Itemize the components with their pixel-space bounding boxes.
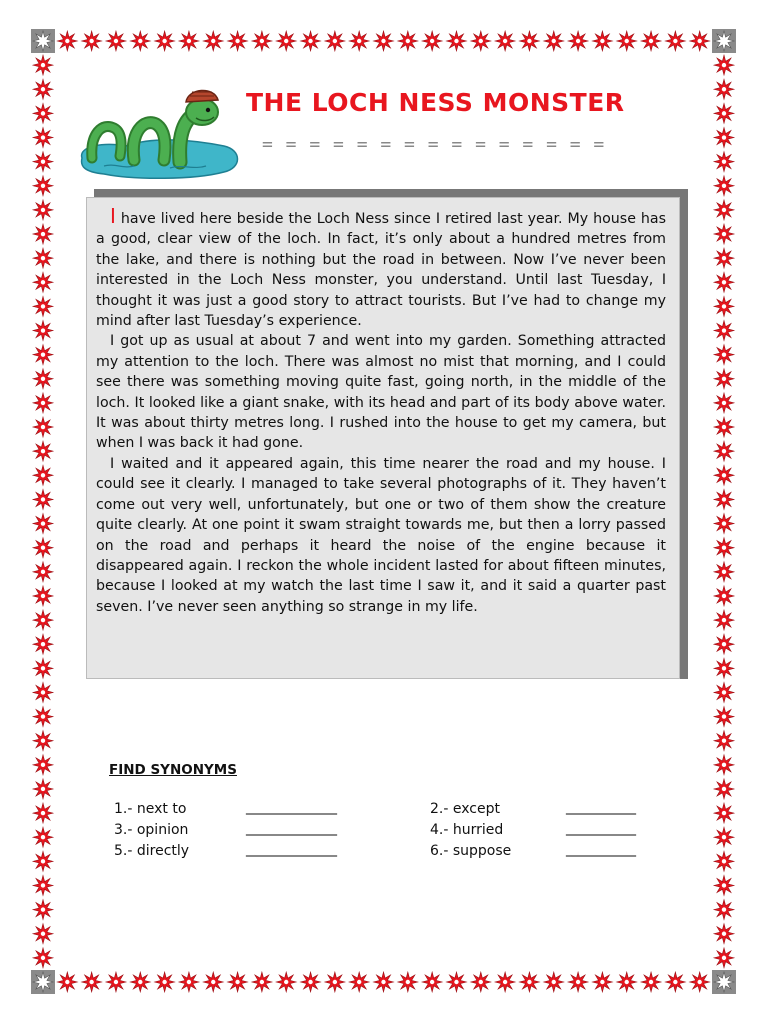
- border-star-center: [41, 835, 45, 839]
- border-star-center: [722, 377, 726, 381]
- reading-passage: [96, 204, 666, 617]
- border-corner-star-center: [722, 39, 726, 43]
- border-star-center: [406, 39, 410, 43]
- border-star-center: [722, 63, 726, 67]
- border-star-center: [722, 642, 726, 646]
- border-star-center: [41, 497, 45, 501]
- border-star-center: [284, 39, 288, 43]
- synonym-item-3: 3.- opinion: [114, 822, 189, 838]
- border-star-center: [722, 159, 726, 163]
- border-star-center: [722, 618, 726, 622]
- border-star-center: [308, 980, 312, 984]
- synonym-item-5: 5.- directly: [114, 843, 190, 859]
- border-star-center: [722, 714, 726, 718]
- border-star-center: [527, 980, 531, 984]
- border-star-center: [722, 763, 726, 767]
- border-star-center: [41, 63, 45, 67]
- border-star-center: [479, 39, 483, 43]
- border-star-center: [600, 39, 604, 43]
- border-star-center: [114, 39, 118, 43]
- border-star-center: [430, 980, 434, 984]
- synonym-item-1: 1.- next to: [114, 801, 187, 817]
- border-star-center: [41, 449, 45, 453]
- border-star-center: [503, 980, 507, 984]
- border-star-center: [41, 473, 45, 477]
- synonym-item-6: 6.- suppose: [430, 843, 512, 859]
- border-star-center: [722, 907, 726, 911]
- border-star-center: [722, 232, 726, 236]
- border-star-center: [576, 980, 580, 984]
- border-star-center: [41, 763, 45, 767]
- border-star-center: [381, 980, 385, 984]
- border-star-center: [41, 208, 45, 212]
- border-star-center: [722, 328, 726, 332]
- border-star-center: [722, 304, 726, 308]
- paragraph-2: I got up as usual at about 7 and went into my garden. Something attracted my attention to the loch. There was almost no mist that morning, and I could see there was something moving quite fast, going north, in the middle of the loch. It looked like a giant snake, with its head and part of its body above water. It was about thirty metres long. I rushed into the house to get my camera, but when I was back it had gone.: [96, 333, 666, 452]
- border-star-center: [722, 594, 726, 598]
- border-star-center: [722, 811, 726, 815]
- border-star-center: [187, 39, 191, 43]
- border-star-center: [722, 352, 726, 356]
- border-star-center: [722, 666, 726, 670]
- border-star-center: [357, 980, 361, 984]
- border-star-center: [41, 618, 45, 622]
- border-star-center: [722, 280, 726, 284]
- border-star-center: [673, 39, 677, 43]
- border-star-center: [41, 594, 45, 598]
- border-star-center: [65, 39, 69, 43]
- border-star-center: [697, 39, 701, 43]
- border-star-center: [722, 521, 726, 525]
- border-star-center: [41, 932, 45, 936]
- border-star-center: [41, 377, 45, 381]
- border-star-center: [722, 208, 726, 212]
- border-star-center: [406, 980, 410, 984]
- border-star-center: [41, 280, 45, 284]
- border-star-center: [162, 980, 166, 984]
- border-star-center: [697, 980, 701, 984]
- worksheet-title: THE LOCH NESS MONSTER: [246, 88, 625, 117]
- border-star-center: [600, 980, 604, 984]
- border-star-center: [625, 980, 629, 984]
- border-star-center: [576, 39, 580, 43]
- border-star-center: [41, 232, 45, 236]
- border-star-center: [260, 39, 264, 43]
- border-star-center: [308, 39, 312, 43]
- border-star-center: [479, 980, 483, 984]
- border-star-center: [722, 425, 726, 429]
- border-star-center: [722, 956, 726, 960]
- border-star-center: [722, 449, 726, 453]
- border-star-center: [454, 980, 458, 984]
- border-star-center: [41, 87, 45, 91]
- synonym-item-2: 2.- except: [430, 801, 500, 817]
- border-star-center: [41, 304, 45, 308]
- border-star-center: [235, 39, 239, 43]
- border-star-center: [211, 39, 215, 43]
- border-star-center: [89, 980, 93, 984]
- border-star-center: [430, 39, 434, 43]
- border-star-center: [211, 980, 215, 984]
- border-star-center: [89, 39, 93, 43]
- border-star-center: [41, 714, 45, 718]
- border-star-center: [649, 980, 653, 984]
- border-star-center: [552, 980, 556, 984]
- border-star-center: [722, 401, 726, 405]
- border-star-center: [41, 859, 45, 863]
- paragraph-1: [96, 204, 666, 331]
- border-corner-star-center: [41, 39, 45, 43]
- border-star-center: [333, 39, 337, 43]
- border-star-center: [722, 883, 726, 887]
- border-star-center: [357, 39, 361, 43]
- border-star-center: [41, 184, 45, 188]
- border-star-center: [722, 184, 726, 188]
- border-star-center: [41, 883, 45, 887]
- synonyms-heading: FIND SYNONYMS: [109, 762, 237, 778]
- answer-blank-3[interactable]: _____________: [246, 820, 337, 836]
- answer-blank-1[interactable]: _____________: [246, 799, 337, 815]
- border-star-center: [722, 859, 726, 863]
- border-star-center: [41, 666, 45, 670]
- border-star-center: [41, 111, 45, 115]
- border-star-center: [41, 545, 45, 549]
- border-star-center: [114, 980, 118, 984]
- border-corner-star-center: [41, 980, 45, 984]
- border-star-center: [673, 980, 677, 984]
- answer-blank-5[interactable]: _____________: [246, 841, 337, 857]
- border-star-center: [138, 39, 142, 43]
- border-star-center: [649, 39, 653, 43]
- border-star-center: [454, 39, 458, 43]
- border-corner-star-center: [722, 980, 726, 984]
- border-star-center: [722, 111, 726, 115]
- border-star-center: [722, 256, 726, 260]
- border-star-center: [260, 980, 264, 984]
- border-star-center: [41, 401, 45, 405]
- border-star-center: [41, 256, 45, 260]
- loch-ness-monster-illustration: [74, 84, 240, 182]
- border-star-center: [41, 956, 45, 960]
- border-star-center: [41, 159, 45, 163]
- border-star-center: [41, 135, 45, 139]
- border-star-center: [552, 39, 556, 43]
- border-star-center: [503, 39, 507, 43]
- border-star-center: [41, 787, 45, 791]
- answer-blank-4[interactable]: __________: [566, 820, 636, 836]
- border-star-center: [41, 907, 45, 911]
- border-star-center: [722, 473, 726, 477]
- border-star-center: [722, 835, 726, 839]
- answer-blank-6[interactable]: __________: [566, 841, 636, 857]
- border-star-center: [722, 135, 726, 139]
- border-star-center: [41, 811, 45, 815]
- border-star-center: [41, 690, 45, 694]
- border-star-center: [187, 980, 191, 984]
- border-star-center: [41, 328, 45, 332]
- border-star-center: [625, 39, 629, 43]
- border-star-center: [138, 980, 142, 984]
- border-star-center: [722, 690, 726, 694]
- border-star-center: [284, 980, 288, 984]
- synonym-item-4: 4.- hurried: [430, 822, 504, 838]
- title-underline: = = = = = = = = = = = = = = =: [262, 134, 606, 155]
- border-star-center: [235, 980, 239, 984]
- border-star-center: [65, 980, 69, 984]
- border-star-center: [722, 545, 726, 549]
- border-star-center: [722, 497, 726, 501]
- border-star-center: [41, 352, 45, 356]
- border-star-center: [722, 87, 726, 91]
- paragraph-1-text: have lived here beside the Loch Ness since I retired last year. My house has a good, clear view of the loch. In fact, it’s only about a hundred metres from the lake, and there is nothing but the road in between. Now I’ve never been interested in the Loch Ness monster, you understand. Until last Tuesday, I thought it was just a good story to attract tourists. But I’ve had to change my mind after last Tuesday’s experience.: [96, 211, 666, 330]
- border-star-center: [722, 739, 726, 743]
- border-star-center: [41, 425, 45, 429]
- border-star-center: [41, 642, 45, 646]
- border-star-center: [722, 787, 726, 791]
- border-star-center: [162, 39, 166, 43]
- border-star-center: [527, 39, 531, 43]
- border-star-center: [722, 932, 726, 936]
- worksheet: [56, 56, 712, 968]
- drop-cap: I: [110, 204, 116, 228]
- border-star-center: [722, 570, 726, 574]
- paragraph-3: I waited and it appeared again, this time nearer the road and my house. I could see it clearly. I managed to take several photographs of it. They haven’t come out very well, unfortunately, but one or two of them show the creature quite clearly. At one point it swam straight towards me, but then a lorry passed on the road and perhaps it heard the noise of the engine because it disappeared again. I reckon the whole incident lasted for about fifteen minutes, because I looked at my watch the last time I saw it, and it said a quarter past seven. I’ve never seen anything so strange in my life.: [96, 455, 666, 615]
- border-star-center: [333, 980, 337, 984]
- border-star-center: [381, 39, 385, 43]
- border-star-center: [41, 521, 45, 525]
- border-star-center: [41, 739, 45, 743]
- answer-blank-2[interactable]: __________: [566, 799, 636, 815]
- border-star-center: [41, 570, 45, 574]
